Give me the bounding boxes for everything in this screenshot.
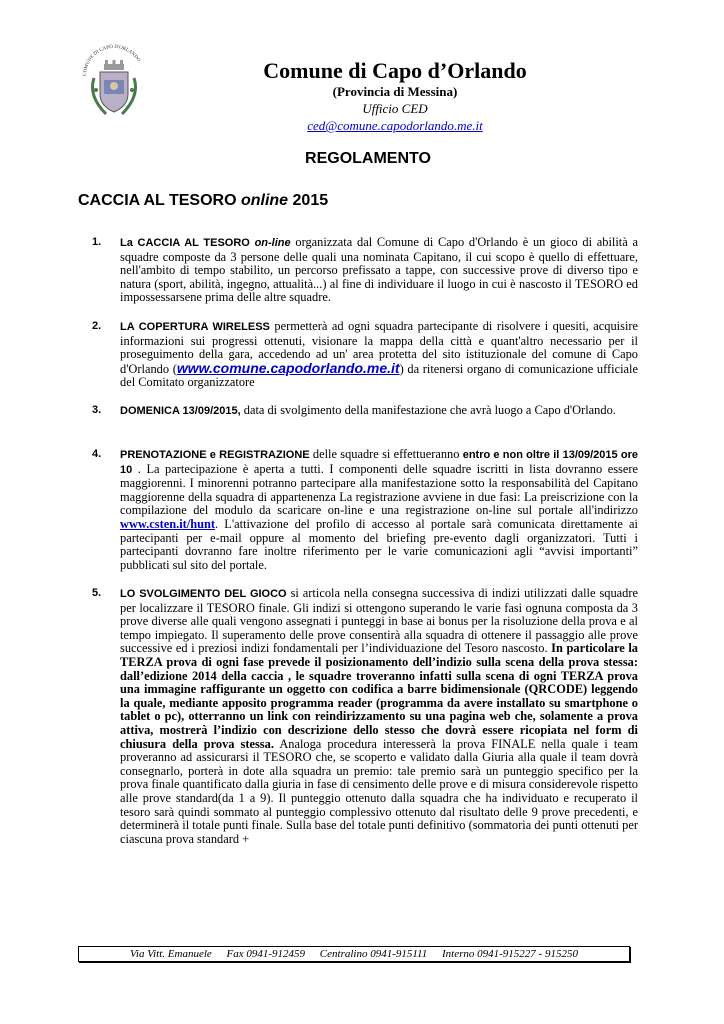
crest-text: COMUNE DI CAPO D'ORLANDO	[82, 44, 141, 77]
article-text: organizzata dal Comune di Capo d'Orlando è un gioco di abilità a squadre composte da 3 persone delle quali una nominata Capitano, il cui scopo è quello di effettuare, nell'ambito di tempo stabilito, un percorso prefissato a tappe, con successive prove di diverso tipo e natura (sport, abilità, ingegno, attualità...) al fine di individuare il luogo in cui è nascosto il TESORO ed impossessarsene prima delle altre squadre.	[120, 235, 638, 305]
article-number: 1.	[92, 236, 102, 248]
article-text-end: . L'attivazione del profilo di accesso al portale sarà comunicata direttamente ai partecipanti per e-mail oppure al momento del briefing pre-evento dagli organizzatori. Tutti i partecipanti dovranno fare inoltre riferimento per le varie comunicazioni agli “avvisi importanti” pubblicati sul sito del portale.	[120, 516, 638, 572]
article-text-end: Analoga procedura interesserà la prova FINALE nella quale i team proveranno ad assicurarsi il TESORO che, se scoperto e validato dalla Giuria alla quale il team dovrà consegnarlo, porterà in dote alla squadra un premio: tale premio sarà un punteggio specifico per la prova finale quantificato dalla giuria in fase di censimento delle prove e di misura considerevole rispetto alle prove standard(da 1 a 9). Il punteggio ottenuto dalla squadra che ha individuato e recuperato il tesoro sarà quindi sommato al punteggio complessivo ottenuto dal risultato delle 9 prove precedenti, e determinerà il totale punti finale. Sulla base del totale punti definitivo (sommatoria dei punti ottenuti per ciascuna prova standard +	[120, 736, 638, 846]
subtitle-part-a: CACCIA AL TESORO	[78, 192, 241, 209]
qrcode-paragraph: In particolare la TERZA prova di ogni fase prevede il posizionamento dell’indizio sulla scena della prova stessa: dall’edizione 2014 della caccia , le squadre troveranno infatti sulla scena di ogni TERZA prova una immagine raffigurante un oggetto con codifica a barre bidimensionale (QRCODE) leggendo la quale, mediante apposito programma reader (programma da avere installato su smartphone o tablet o pc), otterranno un link con reindirizzamento su una pagina web che, solamente a prova attiva, mostrerà l’indizio con descrizione dello stesso che dovrà essere ricopiata nel form di chiusura della prova stessa.	[120, 641, 638, 751]
article-label-online: on-line	[254, 237, 291, 249]
article-text: permetterà ad ogni squadra partecipante di risolvere i quesiti, acquisire informazioni sui progressi ottenuti, visionare la mappa della città e quant'altro necessario per il proseguimento della gara, accedendo ad un' area protetta del sito istituzionale del comune di Capo d'Orlando (	[120, 319, 639, 376]
article-number: 4.	[92, 448, 102, 460]
article-3	[92, 404, 638, 419]
article-label: PRENOTAZIONE e REGISTRAZIONE	[120, 449, 310, 461]
footer-fax: Fax 0941-912459	[226, 948, 306, 960]
article-4	[92, 448, 638, 572]
article-1	[92, 236, 638, 305]
town-name: Comune di Capo d’Orlando	[263, 58, 527, 83]
article-label: DOMENICA 13/09/2015,	[120, 405, 241, 417]
article-label: LA COPERTURA WIRELESS	[120, 321, 270, 333]
article-5	[92, 587, 638, 846]
document-subtitle	[78, 192, 328, 210]
footer-contacts	[78, 946, 630, 962]
article-text-middle: . La partecipazione è aperta a tutti. I componenti delle squadre iscritti in lista dovranno essere maggiorenni. I minorenni potranno partecipare alla manifestazione sotto la responsabilità del Capitano maggiorenne della squadra di appartenenza La registrazione avviene in due fasi: La preiscrizione con la compilazione del modulo da scaricare on-line e una registrazione on-line sul portale all'indirizzo	[120, 461, 638, 518]
subtitle-year: 2015	[288, 192, 329, 209]
province-name: (Provincia di Messina)	[332, 84, 458, 99]
document-title: REGOLAMENTO	[305, 150, 431, 167]
website-link[interactable]: www.comune.capodorlando.me.it	[176, 359, 400, 376]
deadline-text: entro e non oltre il 13/09/2015 ore 10	[120, 449, 639, 476]
article-label: La CACCIA AL TESORO	[120, 237, 255, 249]
article-text: si articola nella consegna successiva di indizi utilizzati dalle squadre per localizzare il TESORO finale. Gli indizi si ottengono superando le varie fasi ognuna composta da 3 prove diverse alle quali vengono assegnati i punteggi in base ai bonus per la risoluzione della prova e al tempo impiegato. Il superamento delle prove consentirà alla squadra di ottenere il passaggio alle prove successive ed i preziosi indizi fondamentali per l’individuazione del Tesoro nascosto.	[120, 586, 638, 656]
email-link[interactable]: ced@comune.capodorlando.me.it	[307, 118, 483, 133]
footer-switchboard: Centralino 0941-915111	[319, 948, 428, 960]
municipal-crest-logo	[78, 44, 150, 122]
article-text: delle squadre si effettueranno	[309, 447, 463, 461]
registration-link[interactable]: www.csten.it/hunt	[120, 516, 216, 531]
footer-internal: Interno 0941-915227 - 915250	[442, 948, 578, 960]
footer-address: Via Vitt. Emanuele	[130, 948, 212, 960]
article-text-end: ) da ritenersi organo di comunicazione ufficiale del Comitato organizzatore	[120, 361, 638, 390]
article-label: LO SVOLGIMENTO DEL GIOCO	[120, 588, 287, 600]
office-name: Ufficio CED	[362, 101, 428, 116]
article-text: data di svolgimento della manifestazione che avrà luogo a Capo d'Orlando.	[240, 403, 616, 417]
article-2	[92, 320, 638, 390]
article-number: 2.	[92, 320, 102, 332]
subtitle-online: online	[240, 192, 289, 209]
article-number: 3.	[92, 404, 102, 416]
svg-text:COMUNE DI CAPO D'ORLANDO	[83, 45, 141, 76]
article-number: 5.	[92, 587, 102, 599]
